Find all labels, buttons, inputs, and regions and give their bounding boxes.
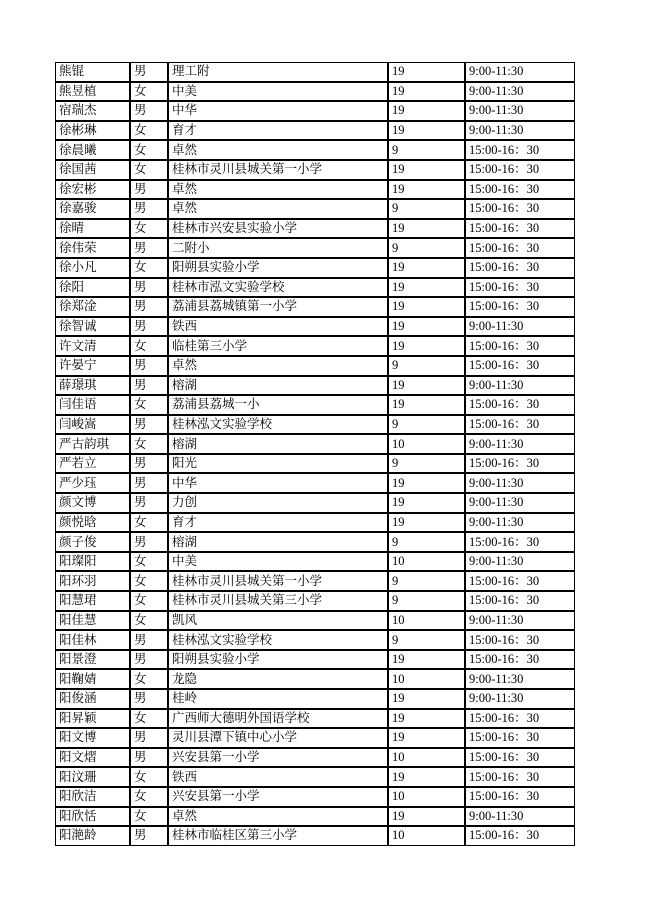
school-cell: 龙隐 — [168, 669, 388, 689]
school-cell: 中美 — [168, 82, 388, 102]
name-cell: 阳俊涵 — [55, 689, 130, 709]
gender-cell: 男 — [130, 199, 168, 219]
school-cell: 育才 — [168, 121, 388, 141]
time-cell: 9:00-11:30 — [465, 317, 575, 337]
school-cell: 广西师大德明外国语学校 — [168, 709, 388, 729]
school-cell: 荔浦县荔城镇第一小学 — [168, 297, 388, 317]
gender-cell: 男 — [130, 454, 168, 474]
time-cell: 15:00-16：30 — [465, 591, 575, 611]
table-row — [55, 689, 575, 709]
gender-cell: 女 — [130, 121, 168, 141]
table-row — [55, 552, 575, 572]
gender-cell: 女 — [130, 767, 168, 787]
gender-cell: 女 — [130, 611, 168, 631]
gender-cell: 男 — [130, 356, 168, 376]
table-row — [55, 767, 575, 787]
gender-cell: 男 — [130, 728, 168, 748]
name-cell: 严若立 — [55, 454, 130, 474]
school-cell: 二附小 — [168, 238, 388, 258]
name-cell: 徐小凡 — [55, 258, 130, 278]
school-cell: 榕湖 — [168, 532, 388, 552]
number-cell: 19 — [388, 493, 465, 513]
time-cell: 9:00-11:30 — [465, 121, 575, 141]
number-cell: 9 — [388, 238, 465, 258]
number-cell: 9 — [388, 571, 465, 591]
school-cell: 中华 — [168, 101, 388, 121]
table-row — [55, 493, 575, 513]
table-row — [55, 258, 575, 278]
time-cell: 15:00-16：30 — [465, 650, 575, 670]
time-cell: 9:00-11:30 — [465, 807, 575, 827]
table-row — [55, 630, 575, 650]
number-cell: 19 — [388, 317, 465, 337]
name-cell: 熊昱植 — [55, 82, 130, 102]
table-row — [55, 591, 575, 611]
time-cell: 15:00-16：30 — [465, 140, 575, 160]
number-cell: 19 — [388, 62, 465, 82]
time-cell: 9:00-11:30 — [465, 62, 575, 82]
gender-cell: 男 — [130, 473, 168, 493]
time-cell: 15:00-16：30 — [465, 356, 575, 376]
gender-cell: 女 — [130, 552, 168, 572]
number-cell: 10 — [388, 552, 465, 572]
gender-cell: 女 — [130, 219, 168, 239]
number-cell: 19 — [388, 689, 465, 709]
school-cell: 阳光 — [168, 454, 388, 474]
number-cell: 19 — [388, 473, 465, 493]
number-cell: 19 — [388, 728, 465, 748]
number-cell: 9 — [388, 356, 465, 376]
school-cell: 灵川县潭下镇中心小学 — [168, 728, 388, 748]
name-cell: 徐嘉骏 — [55, 199, 130, 219]
school-cell: 卓然 — [168, 180, 388, 200]
time-cell: 15:00-16：30 — [465, 336, 575, 356]
gender-cell: 女 — [130, 709, 168, 729]
school-cell: 桂林市灵川县城关第三小学 — [168, 591, 388, 611]
table-row — [55, 238, 575, 258]
name-cell: 阳慧珺 — [55, 591, 130, 611]
name-cell: 熊锟 — [55, 62, 130, 82]
table-row — [55, 395, 575, 415]
table-row — [55, 180, 575, 200]
gender-cell: 女 — [130, 160, 168, 180]
school-cell: 铁西 — [168, 767, 388, 787]
table-row — [55, 317, 575, 337]
time-cell: 9:00-11:30 — [465, 82, 575, 102]
gender-cell: 男 — [130, 689, 168, 709]
gender-cell: 女 — [130, 336, 168, 356]
table-row — [55, 787, 575, 807]
name-cell: 闫佳语 — [55, 395, 130, 415]
number-cell: 10 — [388, 669, 465, 689]
time-cell: 15:00-16：30 — [465, 630, 575, 650]
number-cell: 9 — [388, 140, 465, 160]
gender-cell: 男 — [130, 415, 168, 435]
name-cell: 徐晴 — [55, 219, 130, 239]
number-cell: 19 — [388, 650, 465, 670]
table-row — [55, 532, 575, 552]
school-cell: 桂林泓文实验学校 — [168, 415, 388, 435]
school-cell: 桂林市灵川县城关第一小学 — [168, 571, 388, 591]
name-cell: 严少珏 — [55, 473, 130, 493]
time-cell: 15:00-16：30 — [465, 826, 575, 846]
time-cell: 9:00-11:30 — [465, 434, 575, 454]
name-cell: 颜文博 — [55, 493, 130, 513]
time-cell: 9:00-11:30 — [465, 552, 575, 572]
gender-cell: 女 — [130, 591, 168, 611]
name-cell: 徐阳 — [55, 278, 130, 298]
gender-cell: 女 — [130, 140, 168, 160]
number-cell: 9 — [388, 630, 465, 650]
number-cell: 10 — [388, 434, 465, 454]
school-cell: 卓然 — [168, 140, 388, 160]
name-cell: 阳文博 — [55, 728, 130, 748]
number-cell: 10 — [388, 787, 465, 807]
time-cell: 15:00-16：30 — [465, 748, 575, 768]
name-cell: 阳鞠婧 — [55, 669, 130, 689]
gender-cell: 男 — [130, 493, 168, 513]
number-cell: 19 — [388, 513, 465, 533]
table-row — [55, 297, 575, 317]
gender-cell: 女 — [130, 513, 168, 533]
name-cell: 徐智诚 — [55, 317, 130, 337]
name-cell: 严古韵琪 — [55, 434, 130, 454]
school-cell: 桂林市灵川县城关第一小学 — [168, 160, 388, 180]
table-row — [55, 140, 575, 160]
school-cell: 榕湖 — [168, 376, 388, 396]
time-cell: 9:00-11:30 — [465, 493, 575, 513]
school-cell: 中美 — [168, 552, 388, 572]
table-row — [55, 121, 575, 141]
number-cell: 19 — [388, 807, 465, 827]
number-cell: 19 — [388, 278, 465, 298]
name-cell: 徐彬琳 — [55, 121, 130, 141]
table-row — [55, 709, 575, 729]
time-cell: 15:00-16：30 — [465, 787, 575, 807]
name-cell: 许文清 — [55, 336, 130, 356]
school-cell: 荔浦县荔城一小 — [168, 395, 388, 415]
gender-cell: 男 — [130, 62, 168, 82]
number-cell: 19 — [388, 376, 465, 396]
name-cell: 阳欣洁 — [55, 787, 130, 807]
number-cell: 19 — [388, 709, 465, 729]
school-cell: 临桂第三小学 — [168, 336, 388, 356]
table-row — [55, 356, 575, 376]
number-cell: 9 — [388, 454, 465, 474]
gender-cell: 男 — [130, 630, 168, 650]
number-cell: 9 — [388, 591, 465, 611]
time-cell: 9:00-11:30 — [465, 513, 575, 533]
school-cell: 兴安县第一小学 — [168, 787, 388, 807]
school-cell: 育才 — [168, 513, 388, 533]
name-cell: 阳环羽 — [55, 571, 130, 591]
gender-cell: 男 — [130, 297, 168, 317]
table-row — [55, 415, 575, 435]
school-cell: 卓然 — [168, 199, 388, 219]
gender-cell: 男 — [130, 180, 168, 200]
table-row — [55, 807, 575, 827]
number-cell: 19 — [388, 297, 465, 317]
name-cell: 阳佳林 — [55, 630, 130, 650]
time-cell: 15:00-16：30 — [465, 415, 575, 435]
gender-cell: 男 — [130, 376, 168, 396]
time-cell: 15:00-16：30 — [465, 180, 575, 200]
name-cell: 颜子俊 — [55, 532, 130, 552]
school-cell: 阳朔县实验小学 — [168, 258, 388, 278]
table-row — [55, 278, 575, 298]
table-row — [55, 728, 575, 748]
school-cell: 卓然 — [168, 356, 388, 376]
school-cell: 力创 — [168, 493, 388, 513]
time-cell: 15:00-16：30 — [465, 278, 575, 298]
time-cell: 15:00-16：30 — [465, 395, 575, 415]
table-row — [55, 219, 575, 239]
gender-cell: 女 — [130, 669, 168, 689]
gender-cell: 男 — [130, 532, 168, 552]
number-cell: 10 — [388, 826, 465, 846]
table-row — [55, 826, 575, 846]
gender-cell: 男 — [130, 317, 168, 337]
table-row — [55, 336, 575, 356]
gender-cell: 男 — [130, 101, 168, 121]
school-cell: 中华 — [168, 473, 388, 493]
number-cell: 10 — [388, 748, 465, 768]
name-cell: 阳滟龄 — [55, 826, 130, 846]
gender-cell: 女 — [130, 82, 168, 102]
name-cell: 徐郑淦 — [55, 297, 130, 317]
name-cell: 徐国茜 — [55, 160, 130, 180]
name-cell: 薛璟琪 — [55, 376, 130, 396]
time-cell: 9:00-11:30 — [465, 473, 575, 493]
school-cell: 榕湖 — [168, 434, 388, 454]
time-cell: 15:00-16：30 — [465, 160, 575, 180]
number-cell: 9 — [388, 415, 465, 435]
name-cell: 阳景澄 — [55, 650, 130, 670]
table-row — [55, 199, 575, 219]
name-cell: 阳文熠 — [55, 748, 130, 768]
school-cell: 桂林市临桂区第三小学 — [168, 826, 388, 846]
gender-cell: 男 — [130, 826, 168, 846]
name-cell: 阳佳慧 — [55, 611, 130, 631]
time-cell: 9:00-11:30 — [465, 101, 575, 121]
number-cell: 19 — [388, 258, 465, 278]
school-cell: 兴安县第一小学 — [168, 748, 388, 768]
table-row — [55, 650, 575, 670]
time-cell: 15:00-16：30 — [465, 532, 575, 552]
number-cell: 9 — [388, 199, 465, 219]
number-cell: 19 — [388, 180, 465, 200]
school-cell: 桂林泓文实验学校 — [168, 630, 388, 650]
table-row — [55, 669, 575, 689]
table-row — [55, 473, 575, 493]
number-cell: 10 — [388, 611, 465, 631]
school-cell: 桂林市兴安县实验小学 — [168, 219, 388, 239]
gender-cell: 女 — [130, 787, 168, 807]
number-cell: 19 — [388, 121, 465, 141]
school-cell: 桂岭 — [168, 689, 388, 709]
gender-cell: 男 — [130, 238, 168, 258]
gender-cell: 女 — [130, 434, 168, 454]
number-cell: 19 — [388, 395, 465, 415]
gender-cell: 女 — [130, 395, 168, 415]
number-cell: 9 — [388, 532, 465, 552]
school-cell: 卓然 — [168, 807, 388, 827]
time-cell: 15:00-16：30 — [465, 571, 575, 591]
time-cell: 15:00-16：30 — [465, 297, 575, 317]
table-row — [55, 611, 575, 631]
number-cell: 19 — [388, 767, 465, 787]
name-cell: 阳汶珊 — [55, 767, 130, 787]
table-row — [55, 160, 575, 180]
name-cell: 闫峻嵩 — [55, 415, 130, 435]
time-cell: 9:00-11:30 — [465, 376, 575, 396]
time-cell: 9:00-11:30 — [465, 669, 575, 689]
name-cell: 宿瑞杰 — [55, 101, 130, 121]
gender-cell: 男 — [130, 278, 168, 298]
time-cell: 15:00-16：30 — [465, 767, 575, 787]
time-cell: 9:00-11:30 — [465, 689, 575, 709]
time-cell: 15:00-16：30 — [465, 728, 575, 748]
school-cell: 桂林市泓文实验学校 — [168, 278, 388, 298]
table-row — [55, 571, 575, 591]
gender-cell: 女 — [130, 571, 168, 591]
table-row — [55, 454, 575, 474]
name-cell: 阳欣恬 — [55, 807, 130, 827]
school-cell: 阳朔县实验小学 — [168, 650, 388, 670]
time-cell: 15:00-16：30 — [465, 199, 575, 219]
name-cell: 许晏宁 — [55, 356, 130, 376]
school-cell: 凯风 — [168, 611, 388, 631]
number-cell: 19 — [388, 82, 465, 102]
name-cell: 阳昇颖 — [55, 709, 130, 729]
time-cell: 15:00-16：30 — [465, 454, 575, 474]
school-cell: 铁西 — [168, 317, 388, 337]
table-row — [55, 62, 575, 82]
gender-cell: 女 — [130, 258, 168, 278]
name-cell: 颜悦晗 — [55, 513, 130, 533]
number-cell: 19 — [388, 336, 465, 356]
time-cell: 15:00-16：30 — [465, 219, 575, 239]
number-cell: 19 — [388, 160, 465, 180]
school-cell: 理工附 — [168, 62, 388, 82]
gender-cell: 男 — [130, 650, 168, 670]
name-cell: 徐宏彬 — [55, 180, 130, 200]
name-cell: 徐晨曦 — [55, 140, 130, 160]
time-cell: 15:00-16：30 — [465, 258, 575, 278]
time-cell: 15:00-16：30 — [465, 709, 575, 729]
student-schedule-table — [55, 62, 575, 846]
number-cell: 19 — [388, 219, 465, 239]
name-cell: 徐伟荣 — [55, 238, 130, 258]
table-row — [55, 748, 575, 768]
student-schedule-table-body — [55, 62, 575, 846]
number-cell: 19 — [388, 101, 465, 121]
name-cell: 阳璨阳 — [55, 552, 130, 572]
table-row — [55, 376, 575, 396]
time-cell: 9:00-11:30 — [465, 611, 575, 631]
time-cell: 15:00-16：30 — [465, 238, 575, 258]
gender-cell: 男 — [130, 748, 168, 768]
table-row — [55, 82, 575, 102]
table-row — [55, 513, 575, 533]
table-row — [55, 101, 575, 121]
table-row — [55, 434, 575, 454]
gender-cell: 女 — [130, 807, 168, 827]
